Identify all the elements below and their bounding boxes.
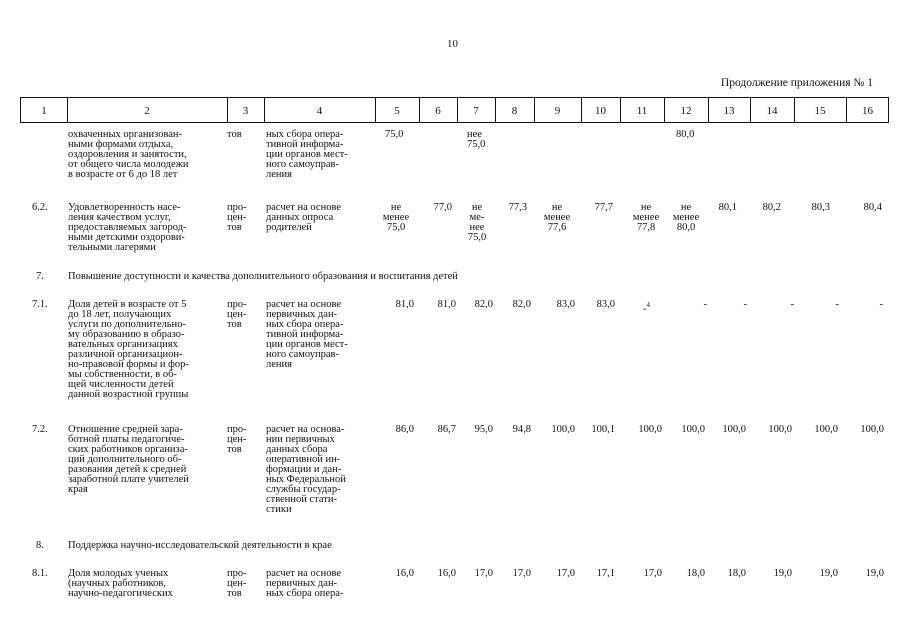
value-cell: 100,1	[591, 424, 615, 435]
value-cell: -	[790, 299, 794, 310]
section-title: Повышение доступности и качества дополнительного образования и воспитания детей	[68, 271, 458, 282]
header-cell: 7	[473, 105, 479, 117]
value-cell: 17,0	[643, 568, 662, 579]
value-cell: 100,0	[814, 424, 838, 435]
footnote-marker: 4	[646, 301, 650, 309]
unit: тов	[227, 129, 242, 140]
header-cell: 5	[394, 105, 400, 117]
value-cell: 100,0	[681, 424, 705, 435]
value-cell: -	[743, 299, 747, 310]
header-cell: 13	[723, 105, 735, 117]
section-title: Поддержка научно-исследовательской деятельности в крае	[68, 540, 332, 551]
indicator-name: Доля молодых ученых (научных работников, научно-педагогических	[68, 568, 173, 599]
header-cell: 8	[511, 105, 518, 117]
value-cell: 100,0	[860, 424, 884, 435]
header-cell: 3	[242, 105, 249, 117]
row-number: 7.1.	[32, 299, 48, 310]
dash-value: -	[643, 303, 647, 315]
value-cell: 80,4	[863, 202, 882, 213]
unit: про- цен- тов	[227, 299, 247, 330]
value-cell: 95,0	[474, 424, 493, 435]
header-cell: 2	[144, 105, 150, 117]
header-cell: 15	[814, 105, 826, 117]
value-cell: 17,0	[556, 568, 575, 579]
value-cell: нее 75,0	[467, 129, 486, 150]
value-cell: 77,7	[594, 202, 613, 213]
header-cell: 16	[862, 105, 873, 117]
header-cell: 10	[595, 105, 606, 117]
header-cell: 9	[554, 105, 561, 117]
unit: про- цен- тов	[227, 424, 247, 455]
value-cell: 77,0	[433, 202, 452, 213]
header-cell: 4	[316, 105, 323, 117]
header-cell: 14	[766, 105, 778, 117]
header-cell: 12	[680, 105, 692, 117]
section-number: 8.	[36, 540, 44, 551]
row-number: 8.1.	[32, 568, 48, 579]
row-number: 6.2.	[32, 202, 48, 213]
value-cell: 19,0	[773, 568, 792, 579]
value-cell: 16,0	[395, 568, 414, 579]
value-cell: 86,0	[395, 424, 414, 435]
value-cell: 100,0	[768, 424, 792, 435]
value-cell: 82,0	[474, 299, 493, 310]
value-cell: 19,0	[819, 568, 838, 579]
unit: про- цен- тов	[227, 202, 247, 233]
value-cell: 18,0	[727, 568, 746, 579]
header-cell: 1	[41, 105, 47, 117]
value-cell: 100,0	[551, 424, 575, 435]
value-cell: не менее 77,6	[543, 202, 571, 233]
value-cell: 94,8	[512, 424, 531, 435]
value-cell: 80,0	[676, 129, 695, 140]
section-number: 7.	[36, 271, 44, 282]
value-cell: 17,0	[474, 568, 493, 579]
value-cell	[620, 300, 650, 315]
unit: про- цен- тов	[227, 568, 247, 599]
value-cell: 16,0	[437, 568, 456, 579]
value-cell: 86,7	[437, 424, 456, 435]
value-cell: не менее 77,8	[632, 202, 660, 233]
calc-method: ных сбора опера- тивной информа- ции органов мест- ного самоуправ- ления	[266, 129, 348, 180]
calc-method: расчет на основе первичных дан- ных сбора опера-	[266, 568, 344, 599]
value-cell: 83,0	[556, 299, 575, 310]
table-header	[20, 97, 889, 123]
value-cell: не ме- нее 75,0	[467, 202, 487, 243]
calc-method: расчет на основа- нии первичных данных сбора оперативной ин- формации и дан- ных Федеральной службы государ- ственной стати- стики	[266, 424, 346, 515]
value-cell: -	[703, 299, 707, 310]
calc-method: расчет на основе данных опроса родителей	[266, 202, 342, 233]
value-cell: 77,3	[508, 202, 527, 213]
indicator-name: Удовлетворенность насе- ления качеством услуг, предоставляемых загород- ными детскими оздорови- тельными лагерями	[68, 202, 187, 253]
value-cell: 17,1	[596, 568, 615, 579]
calc-method: расчет на основе первичных дан- ных сбора опера- тивной информа- ции органов мест- ного самоуправ- ления	[266, 299, 348, 370]
indicator-name: охваченных организован- ными формами отдыха, оздоровления и занятости, от общего числа молодежи в возрасте от 6 до 18 лет	[68, 129, 189, 180]
value-cell: 83,0	[596, 299, 615, 310]
continuation-label: Продолжение приложения № 1	[720, 77, 873, 89]
value-cell: 81,0	[395, 299, 414, 310]
value-cell: -	[879, 299, 883, 310]
value-cell: 100,0	[638, 424, 662, 435]
page-number: 10	[447, 38, 458, 50]
value-cell: не менее 75,0	[382, 202, 410, 233]
value-cell: 81,0	[437, 299, 456, 310]
indicator-name: Доля детей в возрасте от 5 до 18 лет, получающих услуги по дополнительно- му образованию в образо- вательных организациях различной организацион- но-правовой формы и фор- мы собственности, в об- щей численности детей данной возрастной группы	[68, 299, 189, 400]
value-cell: 80,2	[762, 202, 781, 213]
value-cell: 80,3	[811, 202, 830, 213]
value-cell: -	[835, 299, 839, 310]
header-cell: 6	[435, 105, 441, 117]
value-cell: не менее 80,0	[672, 202, 700, 233]
value-cell: 17,0	[512, 568, 531, 579]
value-cell: 80,1	[718, 202, 737, 213]
value-cell: 82,0	[512, 299, 531, 310]
value-cell: 100,0	[722, 424, 746, 435]
value-cell: 19,0	[865, 568, 884, 579]
indicator-name: Отношение средней зара- ботной платы педагогиче- ских работников организа- ций дополнительного об- разования детей к средней заработной плате учителей края	[68, 424, 189, 495]
value-cell: 75,0	[385, 129, 404, 140]
row-number: 7.2.	[32, 424, 48, 435]
value-cell: 18,0	[686, 568, 705, 579]
header-cell: 11	[636, 105, 648, 117]
